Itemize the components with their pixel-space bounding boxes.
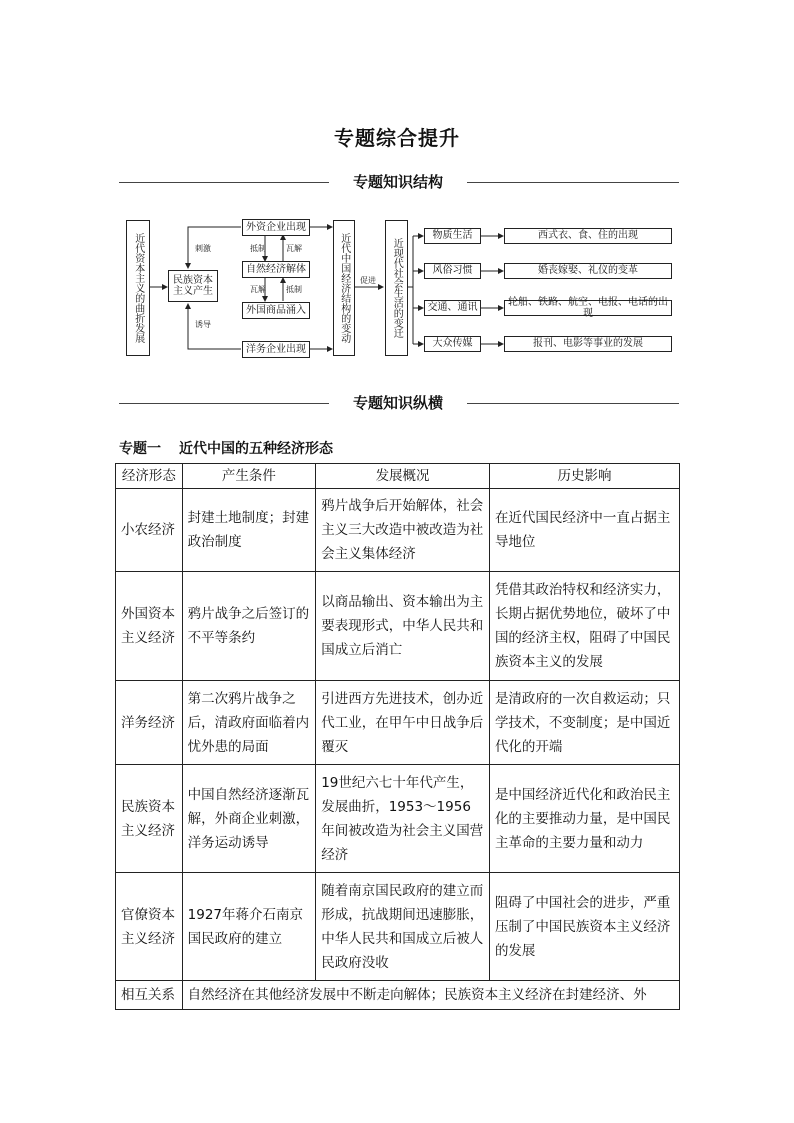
modern-capitalism-box: 近代资本主义的曲折发展	[126, 220, 150, 356]
table-cell: 相互关系	[116, 981, 183, 1010]
topic-label: 专题一	[119, 441, 161, 457]
foreign-enterprise-box: 外资企业出现	[242, 219, 310, 236]
table-row	[116, 489, 680, 572]
item-box: 交通、通讯	[424, 300, 481, 316]
table-cell: 阻碍了中国社会的进步，严重压制了中国民族资本主义经济的发展	[489, 873, 679, 981]
column-header: 产生条件	[182, 464, 316, 489]
item-box: 风俗习惯	[424, 263, 481, 279]
heading-rule-right	[467, 182, 679, 183]
stimulus-label: 刺激	[195, 244, 211, 253]
item-desc-box: 西式衣、食、住的出现	[504, 228, 672, 244]
economic-structure-box: 近代中国经济结构的变动	[333, 220, 355, 356]
promote-label: 促进	[360, 276, 376, 285]
table-cell: 引进西方先进技术，创办近代工业，在甲午中日战争后覆灭	[316, 681, 490, 765]
item-box: 大众传媒	[424, 336, 481, 352]
table-cell: 是中国经济近代化和政治民主化的主要推动力量，是中国民主革命的主要力量和动力	[489, 765, 679, 873]
item-desc-box: 报刊、电影等事业的发展	[504, 336, 672, 352]
table-cell: 小农经济	[116, 489, 183, 572]
table-cell: 民族资本主义经济	[116, 765, 183, 873]
table-cell: 鸦片战争后开始解体，社会主义三大改造中被改造为社会主义集体经济	[316, 489, 490, 572]
section-title: 专题知识纵横	[352, 394, 443, 412]
table-cell: 19世纪六七十年代产生，发展曲折，1953～1956年间被改造为社会主义国营经济	[316, 765, 490, 873]
table-cell: 第二次鸦片战争之后，清政府面临着内忧外患的局面	[182, 681, 316, 765]
table-cell: 在近代国民经济中一直占据主导地位	[489, 489, 679, 572]
natural-economy-box: 自然经济解体	[242, 261, 310, 278]
item-desc-box: 婚丧嫁娶、礼仪的变革	[504, 263, 672, 279]
column-header: 经济形态	[116, 464, 183, 489]
westernization-enterprise-box: 洋务企业出现	[242, 341, 310, 358]
table-row	[116, 681, 680, 765]
heading-rule-left	[119, 182, 329, 183]
foreign-goods-box: 外国商品涌入	[242, 302, 310, 319]
table-row	[116, 572, 680, 681]
table-row	[116, 873, 680, 981]
dissolve-label-2: 瓦解	[250, 285, 266, 294]
table-cell: 1927年蒋介石南京国民政府的建立	[182, 873, 316, 981]
resist-label-2: 抵制	[286, 285, 302, 294]
heading-rule-left	[119, 403, 329, 404]
social-life-box: 近现代社会生活的变迁	[385, 220, 408, 356]
table-cell: 鸦片战争之后签订的不平等条约	[182, 572, 316, 681]
table-cell: 凭借其政治特权和经济实力，长期占据优势地位，破坏了中国的经济主权，阻碍了中国民族资本主义的发展	[489, 572, 679, 681]
column-header: 历史影响	[489, 464, 679, 489]
column-header: 发展概况	[316, 464, 490, 489]
item-box: 物质生活	[424, 228, 481, 244]
topic-heading	[119, 438, 351, 458]
page-title: 专题综合提升	[334, 126, 460, 150]
table-cell: 封建土地制度；封建政治制度	[182, 489, 316, 572]
table-row	[116, 765, 680, 873]
table-cell: 洋务经济	[116, 681, 183, 765]
item-desc-box: 轮船、铁路、航空、电报、电话的出现	[504, 300, 672, 316]
section-heading-structure	[119, 171, 679, 193]
section-heading-overview	[119, 392, 679, 414]
section-title: 专题知识结构	[352, 173, 443, 191]
knowledge-structure-diagram	[120, 212, 680, 362]
table-cell: 外国资本主义经济	[116, 572, 183, 681]
relation-text-cell: 自然经济在其他经济发展中不断走向解体；民族资本主义经济在封建经济、外	[182, 981, 679, 1010]
economy-forms-table	[115, 463, 680, 1010]
dissolve-label-1: 瓦解	[286, 244, 302, 253]
national-capitalism-box: 民族资本主义产生	[168, 270, 218, 302]
table-header-row	[116, 464, 680, 489]
table-cell: 以商品输出、资本输出为主要表现形式，中华人民共和国成立后消亡	[316, 572, 490, 681]
table-cell: 官僚资本主义经济	[116, 873, 183, 981]
table-cell: 随着南京国民政府的建立而形成，抗战期间迅速膨胀，中华人民共和国成立后被人民政府没收	[316, 873, 490, 981]
resist-label-1: 抵制	[250, 244, 266, 253]
heading-rule-right	[467, 403, 679, 404]
table-cell: 是清政府的一次自救运动；只学技术，不变制度；是中国近代化的开端	[489, 681, 679, 765]
table-row-relation	[116, 981, 680, 1010]
table-cell: 中国自然经济逐渐瓦解，外商企业刺激，洋务运动诱导	[182, 765, 316, 873]
induce-label: 诱导	[195, 320, 211, 329]
topic-title: 近代中国的五种经济形态	[179, 441, 333, 457]
